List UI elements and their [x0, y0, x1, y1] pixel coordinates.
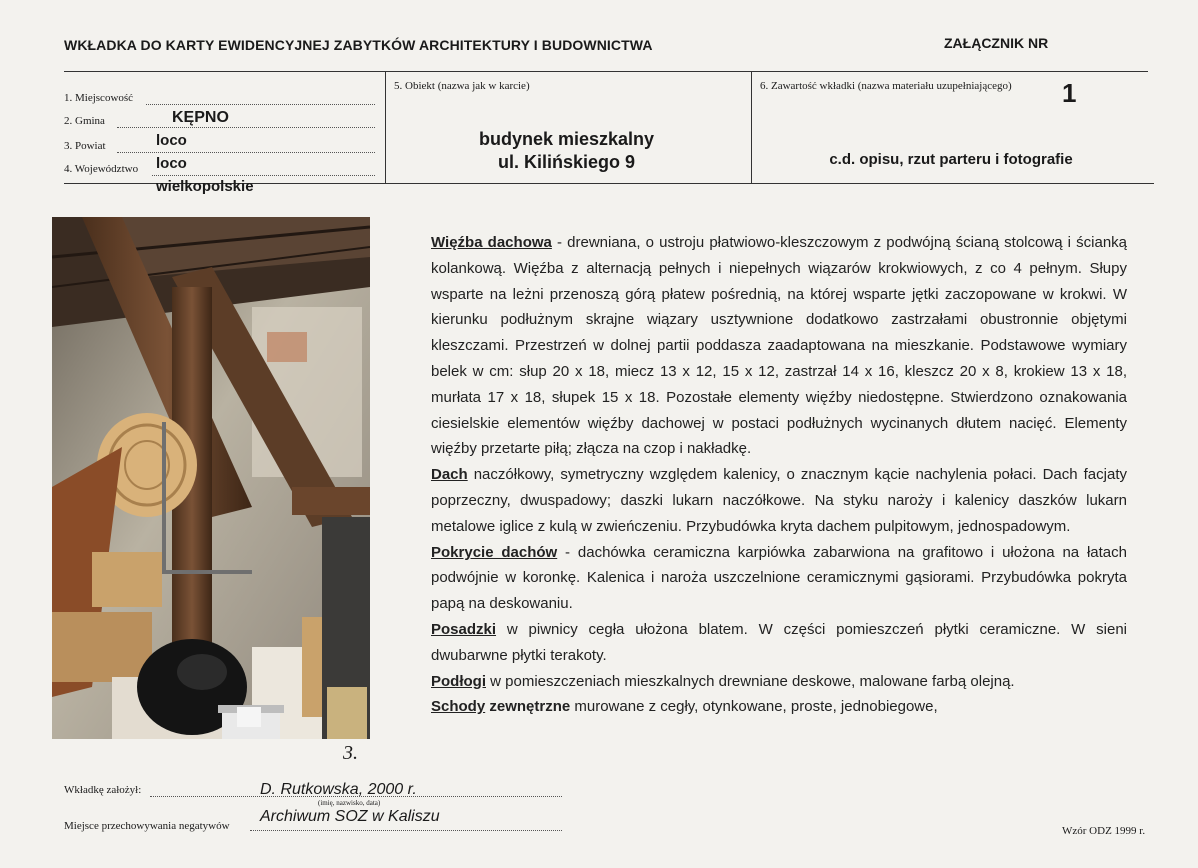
- schody-term: Schody: [431, 698, 486, 716]
- attic-truss-photo: [52, 217, 370, 739]
- object-name-line1: budynek mieszkalny: [478, 129, 655, 149]
- dach-paragraph: [431, 462, 1127, 539]
- schody-text: murowane z cegły, otynkowane, proste, jednobiegowe,: [570, 698, 938, 716]
- author-value: D. Rutkowska, 2000 r.: [260, 781, 417, 798]
- powiat-value: loco: [156, 155, 187, 172]
- podlogi-text: w pomieszczeniach mieszkalnych drewniane deskowe, malowane farbą olejną.: [486, 672, 1015, 690]
- contents-label: 6. Zawartość wkładki (nazwa materiału uzupełniającego): [760, 80, 1012, 92]
- dach-text: naczółkowy, symetryczny względem kalenicy, o znacznym kącie nachylenia połaci. Dach facjaty poprzeczny, dwuspadowy; daszki lukarn naczółkowe. Na styku naroży i kalenicy daszków lukarn metalowe iglice z kulą w zwieńczeniu. Przybudówka kryta dachem pulpitowym, jednospadowym.: [431, 466, 1127, 535]
- object-name-line2: ul. Kilińskiego 9: [497, 152, 636, 172]
- podlogi-paragraph: [431, 669, 1127, 695]
- photo-number: 3.: [343, 742, 358, 764]
- schody-term2: zewnętrzne: [485, 698, 571, 716]
- annex-number: 1: [1062, 78, 1077, 108]
- wiezba-term: Więźba dachowa: [431, 234, 552, 251]
- form-version: Wzór ODZ 1999 r.: [1062, 825, 1146, 837]
- wiezba-paragraph: [431, 230, 1127, 462]
- miejscowosc-value: KĘPNO: [172, 109, 229, 126]
- author-label: Wkładkę założył:: [64, 784, 142, 796]
- powiat-label: 3. Powiat: [64, 140, 106, 152]
- wojewodztwo-dots: [152, 175, 375, 176]
- wojewodztwo-label: 4. Województwo: [64, 163, 139, 175]
- posadzki-paragraph: [431, 617, 1127, 669]
- gmina-label: 2. Gmina: [64, 115, 105, 127]
- card-title: WKŁADKA DO KARTY EWIDENCYJNEJ ZABYTKÓW ARCHITEKTURY I BUDOWNICTWA: [64, 37, 653, 53]
- podlogi-term: Podłogi: [431, 672, 486, 690]
- posadzki-text: w piwnicy cegła ułożona blatem. W części pomieszczeń płytki ceramiczne. W sieni dwubarwne płytki terakoty.: [431, 620, 1127, 664]
- schody-paragraph: [431, 694, 1127, 720]
- powiat-dots: [117, 152, 375, 153]
- gmina-value: loco: [156, 132, 187, 149]
- pokrycie-text: - dachówka ceramiczna karpiówka zabarwiona na grafitowo i ułożona na łatach podwójnie w koronkę. Kalenica i naroża uszczelnione ceramicznymi gąsiorami. Przybudówka pokryta papą na deskowaniu.: [431, 543, 1127, 613]
- miejscowosc-dots: [146, 104, 375, 105]
- annex-label: ZAŁĄCZNIK NR: [944, 35, 1049, 51]
- author-hint: (imię, nazwisko, data): [318, 799, 381, 807]
- wiezba-text: - drewniana, o ustroju płatwiowo-kleszczowym z podwójną ścianą stolcową i ścianką kolankową. Więźba z alternacją pełnych i niepełnych wiązarów krokwiowych, z co 4 pełnym. Słupy wsparte na leżni przenoszą górą płatew pośrednią, na której wsparte jętki zaczopowane w krokwi. W kierunku podłużnym skrajne wiązary usztywnione dodatkowo zastrzałami obustronnie objętymi kleszczami. Przestrzeń w dolnej partii poddasza zaadaptowana na mieszkanie. Podstawowe wymiary belek w cm: słup 20 x 18, miecz 13 x 12, 15 x 12, zastrzał 14 x 16, kleszcz 20 x 8, krokiew 13 x 18, murłata 17 x 18, słupek 15 x 18. Pozostałe elementy więźby niedostępne. Stwierdzono oznakowania ciesielskie elementów więźby dachowej w postaci podłużnych wycinanych dłutem nacięć. Elementy więźby przetarte piłą; złącza na czop i nakładkę.: [431, 234, 1128, 458]
- storage-dots: [250, 830, 562, 831]
- table-top-border: [64, 71, 1148, 72]
- miejscowosc-label: 1. Miejscowość: [64, 92, 134, 104]
- object-label: 5. Obiekt (nazwa jak w karcie): [394, 80, 530, 92]
- wojewodztwo-value: wielkopolskie: [156, 178, 254, 195]
- dach-term: Dach: [431, 466, 468, 484]
- gmina-dots: [117, 127, 375, 128]
- storage-label: Miejsce przechowywania negatywów: [64, 820, 230, 832]
- pokrycie-paragraph: [431, 540, 1127, 617]
- contents-value: c.d. opisu, rzut parteru i fotografie: [829, 151, 1073, 168]
- pokrycie-term: Pokrycie dachów: [431, 543, 558, 561]
- storage-value: Archiwum SOZ w Kaliszu: [260, 808, 440, 825]
- description-text: [431, 230, 1127, 720]
- posadzki-term: Posadzki: [431, 620, 497, 638]
